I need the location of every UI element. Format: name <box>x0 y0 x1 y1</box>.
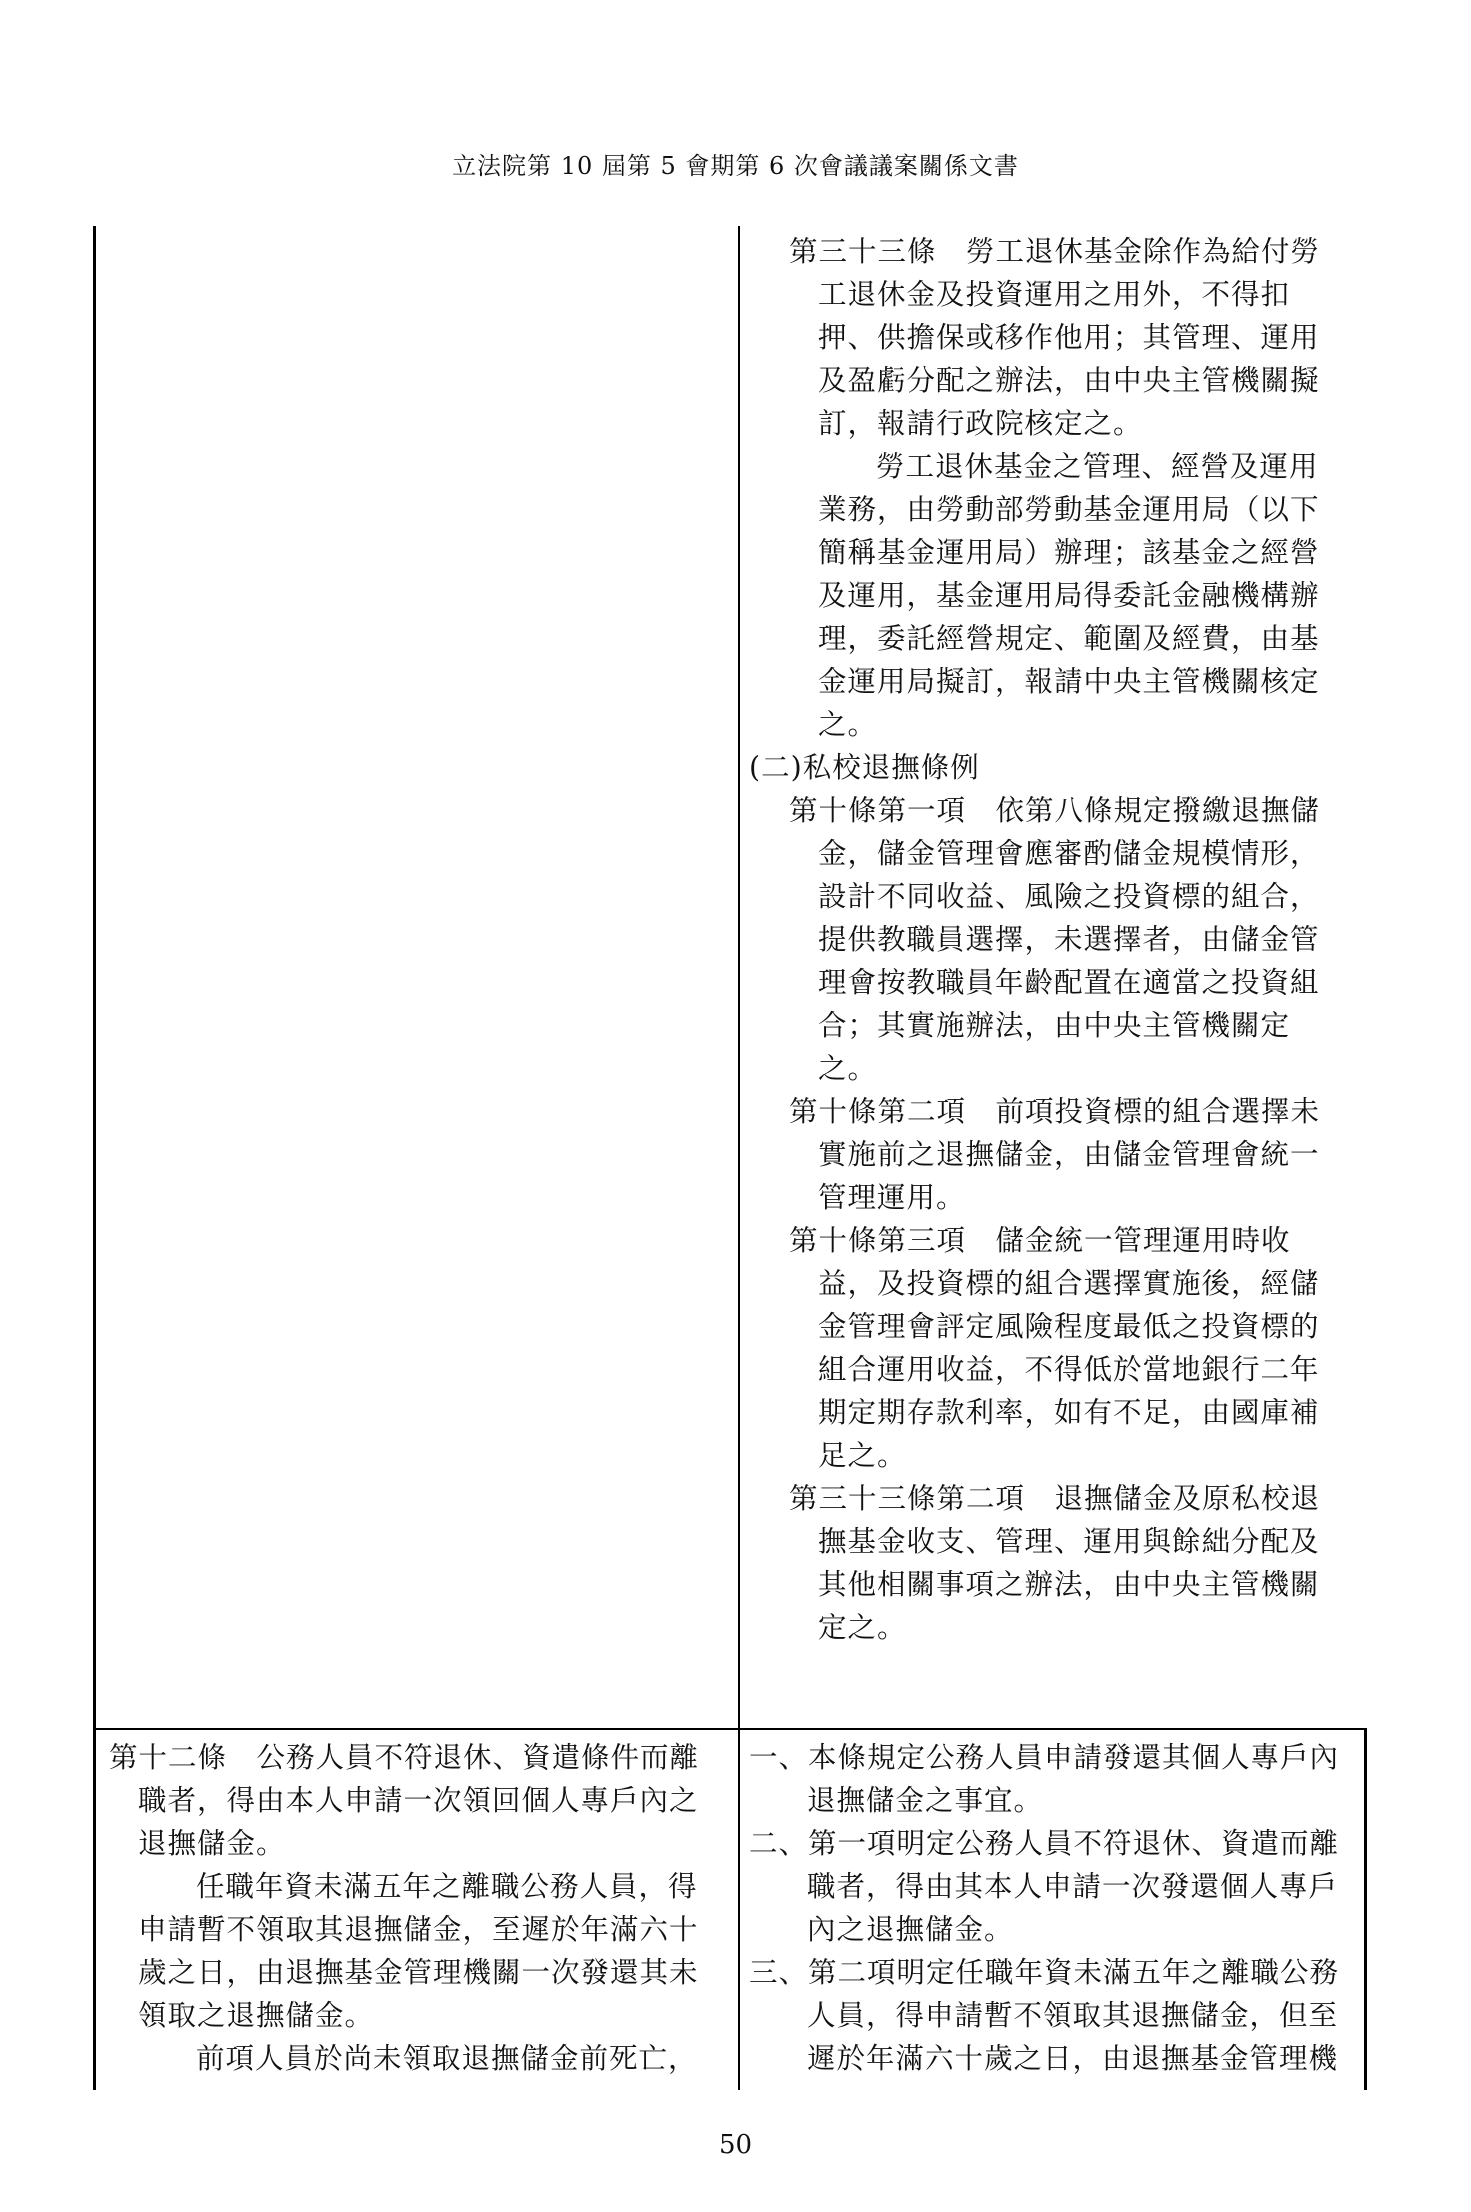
paragraph: 第十條第一項 依第八條規定撥繳退撫儲金，儲金管理會應審酌儲金規模情形，設計不同收益、風險之投資標的組合，提供教職員選擇，未選擇者，由儲金管理會按教職員年齡配置在適當之投資組合；其實施辦法，由中央主管機關定之。 <box>789 794 1321 1085</box>
paragraph: 第三十三條第二項 退撫儲金及原私校退撫基金收支、管理、運用與餘絀分配及其他相關事項之辦法，由中央主管機關定之。 <box>789 1482 1321 1644</box>
table-right-border <box>1364 1728 1367 2090</box>
paragraph: 三、第二項明定任職年資未滿五年之離職公務人員，得申請暫不領取其退撫儲金，但至遲於年滿六十歲之日，由退撫基金管理機 <box>749 1956 1340 2075</box>
paragraph: 第三十三條 勞工退休基金除作為給付勞工退休金及投資運用之用外，不得扣押、供擔保或移作他用；其管理、運用及盈虧分配之辦法，由中央主管機關擬訂，報請行政院核定之。 <box>789 235 1321 440</box>
table-center-divider <box>738 226 740 2090</box>
paragraph: 前項人員於尚未領取退撫儲金前死亡， <box>196 2042 698 2075</box>
paragraph: 第十條第三項 儲金統一管理運用時收益，及投資標的組合選擇實施後，經儲金管理會評定風險程度最低之投資標的組合運用收益，不得低於當地銀行二年期定期存款利率，如有不足，由國庫補足之。 <box>789 1224 1320 1472</box>
table-left-border <box>93 226 96 2090</box>
lower-right-cell <box>749 1736 1349 2080</box>
document-header: 立法院第 10 屆第 5 會期第 6 次會議議案關係文書 <box>452 152 1019 180</box>
upper-right-text <box>749 230 1344 1649</box>
lower-left-cell <box>109 1736 724 2080</box>
lower-right-text <box>749 1736 1349 2080</box>
paragraph: (二)私校退撫條例 <box>749 751 980 784</box>
page-number: 50 <box>718 2130 753 2160</box>
lower-left-text <box>109 1736 724 2080</box>
comparison-table <box>93 226 1367 2090</box>
paragraph: 二、第一項明定公務人員不符退休、資遣而離職者，得由其本人申請一次發還個人專戶內之退撫儲金。 <box>749 1827 1340 1946</box>
table-row-divider <box>93 1728 1367 1730</box>
paragraph: 第十二條 公務人員不符退休、資遣條件而離職者，得由本人申請一次領回個人專戶內之退撫儲金。 <box>109 1741 700 1860</box>
paragraph: 一、本條規定公務人員申請發還其個人專戶內退撫儲金之事宜。 <box>749 1741 1340 1817</box>
paragraph: 勞工退休基金之管理、經營及運用業務，由勞動部勞動基金運用局（以下簡稱基金運用局）辦理；該基金之經營及運用，基金運用局得委託金融機構辦理，委託經營規定、範圍及經費，由基金運用局擬訂，報請中央主管機關核定之。 <box>818 450 1320 741</box>
paragraph: 第十條第二項 前項投資標的組合選擇未實施前之退撫儲金，由儲金管理會統一管理運用。 <box>789 1095 1321 1214</box>
paragraph: 任職年資未滿五年之離職公務人員，得申請暫不領取其退撫儲金，至遲於年滿六十歲之日，由退撫基金管理機關一次發還其未領取之退撫儲金。 <box>138 1870 699 2032</box>
upper-right-cell <box>749 230 1344 1649</box>
